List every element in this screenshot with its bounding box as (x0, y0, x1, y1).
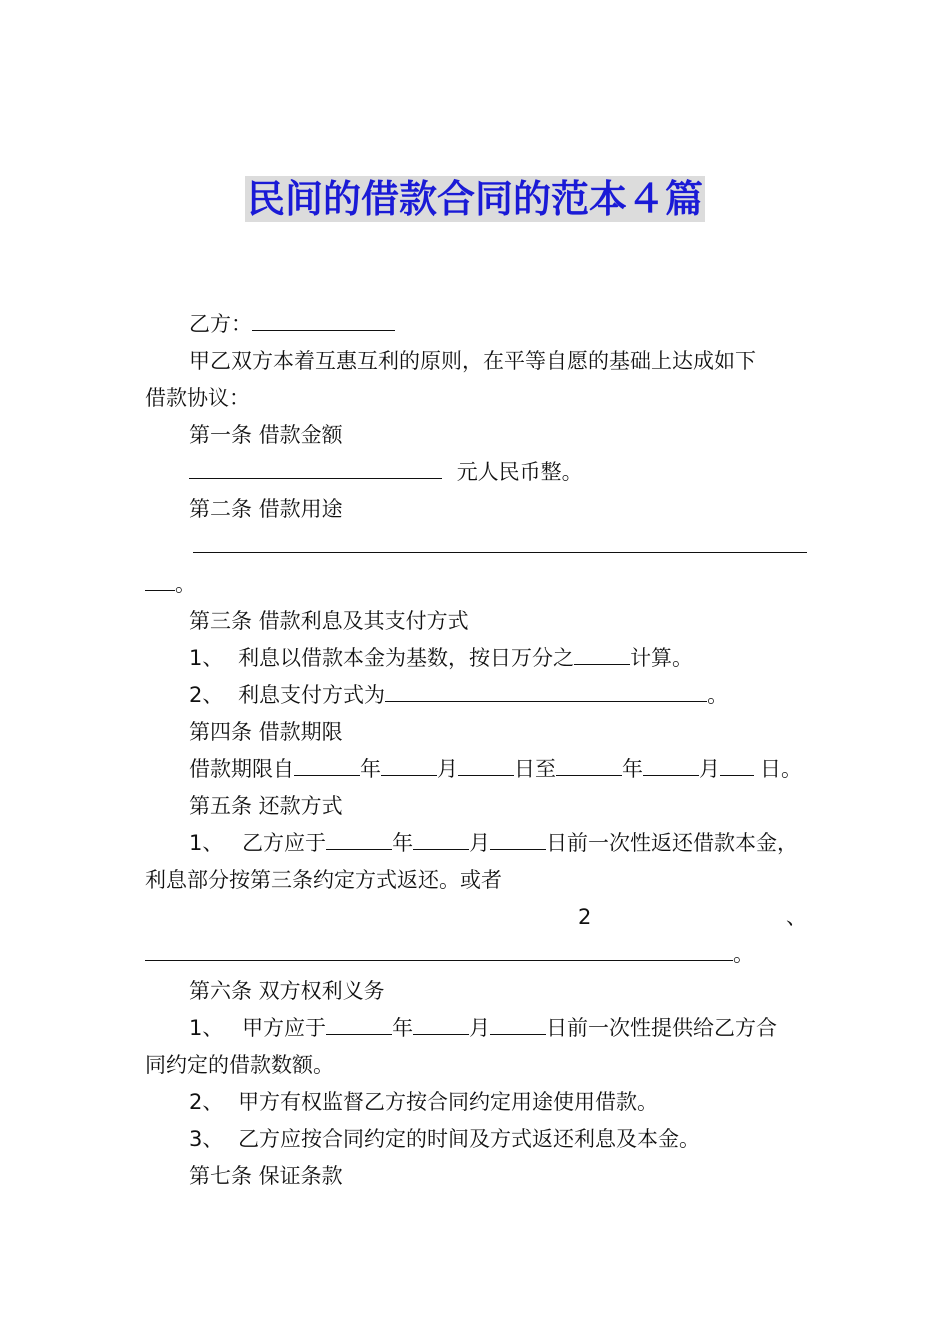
month-label: 月 (699, 757, 720, 781)
article-5-item-2-sep: 、 (786, 905, 807, 929)
loan-period-line (189, 755, 802, 783)
lend-year-blank[interactable] (326, 1014, 392, 1035)
alternative-repay-blank[interactable] (145, 940, 733, 961)
amount-blank[interactable] (189, 458, 442, 479)
repay-tail-text: 日前一次性返还借款本金， (546, 831, 799, 855)
party-b-label: 乙方： (189, 312, 252, 336)
payment-method-text: 利息支付方式为 (238, 683, 386, 707)
amount-unit-text: 元人民币整。 (456, 460, 583, 484)
item-number: 2、 (189, 1090, 224, 1114)
month-label: 月 (437, 757, 458, 781)
article-6-item-3 (189, 1125, 700, 1153)
article-2-heading: 第二条 借款用途 (189, 497, 343, 521)
alternative-repay-end: 。 (733, 942, 754, 966)
article-5-heading: 第五条 还款方式 (189, 794, 343, 818)
intro-line-2: 借款协议： (145, 386, 250, 410)
item-number: 1、 (189, 646, 224, 670)
party-b-blank[interactable] (252, 310, 395, 331)
article-6-heading: 第六条 双方权利义务 (189, 979, 385, 1003)
intro-line-1: 甲乙双方本着互惠互利的原则，在平等自愿的基础上达成如下 (189, 349, 756, 373)
purpose-blank[interactable] (193, 532, 807, 553)
item-number: 1、 (189, 1016, 224, 1040)
repay-month-blank[interactable] (413, 829, 469, 850)
purpose-blank-end[interactable] (145, 570, 175, 591)
lend-month-blank[interactable] (413, 1014, 469, 1035)
item-number: 1、 (189, 831, 224, 855)
document-title-text: 民间的借款合同的范本４篇 (246, 177, 703, 221)
repay-day-blank[interactable] (490, 829, 546, 850)
article-5-item-1 (189, 829, 798, 857)
purpose-blank-line-2 (145, 570, 196, 598)
party-b-line (189, 310, 395, 338)
article-5-item-2-line (145, 940, 754, 968)
start-month-blank[interactable] (381, 755, 437, 776)
day-end-label: 日。 (760, 757, 802, 781)
start-year-blank[interactable] (294, 755, 360, 776)
year-label: 年 (360, 757, 381, 781)
article-5-item-2-number: 2 (578, 905, 592, 929)
lend-text: 甲方应于 (242, 1016, 327, 1040)
item-number: 3、 (189, 1127, 224, 1151)
article-3-item-1 (189, 644, 693, 672)
month-label: 月 (469, 1016, 491, 1040)
end-month-blank[interactable] (643, 755, 699, 776)
document-title (0, 176, 950, 222)
year-label: 年 (392, 1016, 414, 1040)
article-3-heading: 第三条 借款利息及其支付方式 (189, 609, 469, 633)
interest-rate-tail: 计算。 (630, 646, 694, 670)
interest-rate-blank[interactable] (574, 644, 630, 665)
article-6-item-1-cont: 同约定的借款数额。 (145, 1053, 334, 1077)
article-5-item-1-cont: 利息部分按第三条约定方式返还。或者 (145, 868, 502, 892)
day-to-label: 日至 (514, 757, 556, 781)
purpose-end-mark: 。 (175, 572, 196, 596)
end-year-blank[interactable] (556, 755, 622, 776)
article-3-item-2 (189, 681, 728, 709)
end-day-blank[interactable] (720, 755, 754, 776)
purpose-blank-line-1 (193, 532, 807, 560)
article-1-amount-line (189, 458, 583, 486)
year-label: 年 (622, 757, 643, 781)
article-7-heading: 第七条 保证条款 (189, 1164, 343, 1188)
article-6-item-3-text: 乙方应按合同约定的时间及方式返还利息及本金。 (238, 1127, 701, 1151)
article-6-item-2-text: 甲方有权监督乙方按合同约定用途使用借款。 (238, 1090, 659, 1114)
article-4-heading: 第四条 借款期限 (189, 720, 343, 744)
article-6-item-2 (189, 1088, 658, 1116)
payment-method-end: 。 (707, 683, 729, 707)
year-label: 年 (392, 831, 414, 855)
start-day-blank[interactable] (458, 755, 514, 776)
article-6-item-1 (189, 1014, 777, 1042)
loan-period-text: 借款期限自 (189, 757, 294, 781)
payment-method-blank[interactable] (385, 681, 707, 702)
repay-text: 乙方应于 (242, 831, 327, 855)
repay-year-blank[interactable] (326, 829, 392, 850)
lend-day-blank[interactable] (490, 1014, 546, 1035)
article-1-heading: 第一条 借款金额 (189, 423, 343, 447)
month-label: 月 (469, 831, 491, 855)
lend-tail-text: 日前一次性提供给乙方合 (546, 1016, 778, 1040)
interest-rate-text: 利息以借款本金为基数，按日万分之 (238, 646, 575, 670)
item-number: 2、 (189, 683, 224, 707)
